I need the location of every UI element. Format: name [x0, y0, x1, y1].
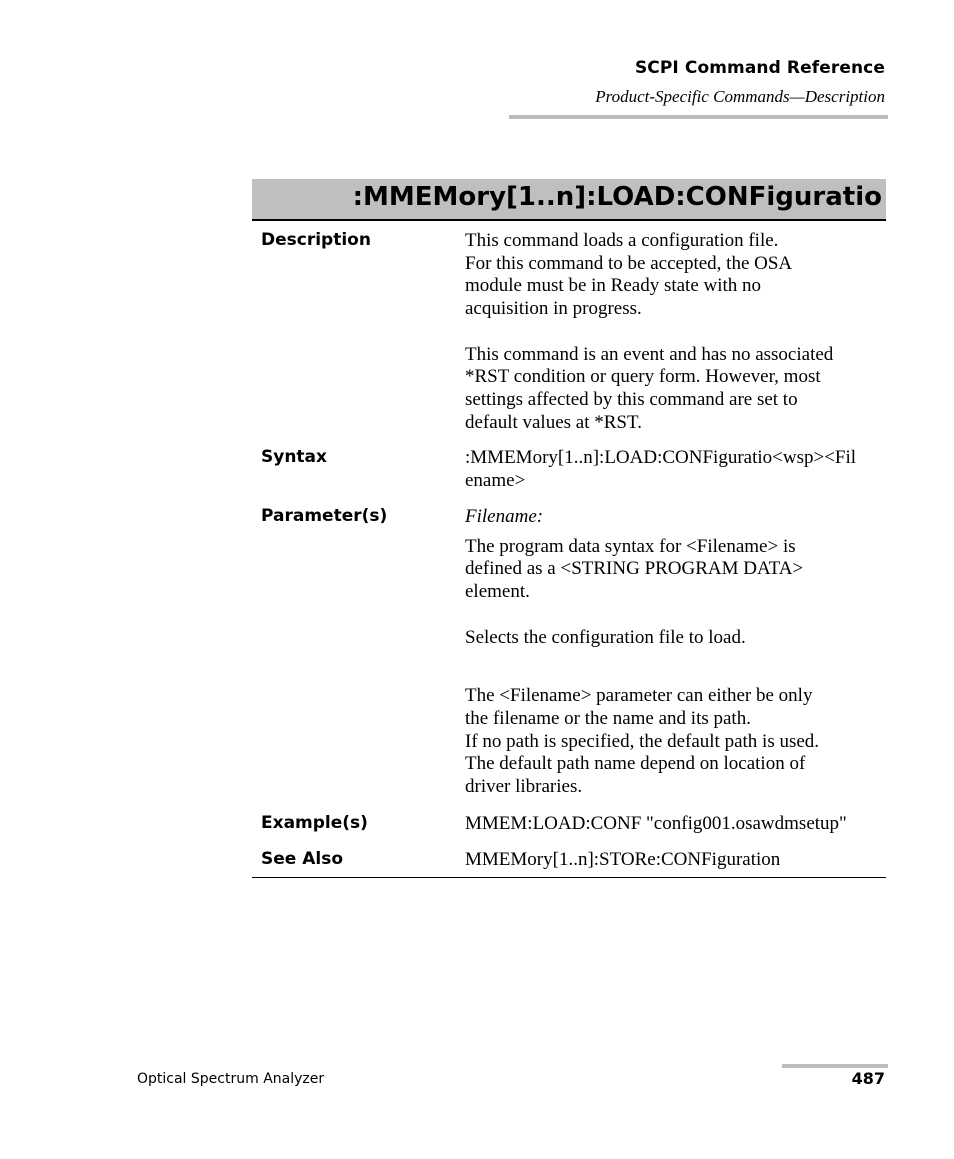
page-number: 487 — [851, 1069, 885, 1088]
syntax-label: Syntax — [261, 447, 327, 467]
parameter-line: element. — [465, 581, 530, 603]
command-title: :MMEMory[1..n]:LOAD:CONFiguratio — [352, 182, 882, 212]
description-text — [465, 230, 885, 434]
parameters-label: Parameter(s) — [261, 506, 388, 526]
parameter-line: Selects the configuration file to load. — [465, 626, 746, 648]
footer-divider — [782, 1064, 888, 1068]
description-label: Description — [261, 230, 371, 250]
header-subtitle: Product-Specific Commands—Description — [595, 87, 885, 106]
description-line: module must be in Ready state with no — [465, 275, 762, 297]
table-bottom-rule — [252, 877, 886, 878]
examples-text: MMEM:LOAD:CONF "config001.osawdmsetup" — [465, 813, 847, 834]
see-also-text: MMEMory[1..n]:STORe:CONFiguration — [465, 849, 781, 870]
parameters-text — [465, 506, 885, 799]
description-line: default values at *RST. — [465, 411, 642, 433]
examples-label: Example(s) — [261, 813, 368, 833]
parameter-line: The default path name depend on location of — [465, 753, 806, 775]
parameter-line: The <Filename> parameter can either be only — [465, 685, 813, 707]
parameter-line: the filename or the name and its path. — [465, 707, 751, 729]
description-line: *RST condition or query form. However, most — [465, 366, 821, 388]
parameter-line: The program data syntax for <Filename> is — [465, 535, 796, 557]
parameter-line: driver libraries. — [465, 776, 583, 798]
see-also-label: See Also — [261, 849, 344, 869]
header-divider — [509, 115, 888, 119]
description-line: This command loads a configuration file. — [465, 230, 779, 251]
description-line: settings affected by this command are set to — [465, 388, 798, 410]
syntax-line: :MMEMory[1..n]:LOAD:CONFiguratio<wsp><Fil — [465, 447, 857, 468]
syntax-text — [465, 447, 885, 492]
description-line: acquisition in progress. — [465, 298, 642, 320]
parameter-name: Filename: — [465, 506, 544, 527]
parameter-line: defined as a <STRING PROGRAM DATA> — [465, 558, 804, 580]
footer-product: Optical Spectrum Analyzer — [137, 1071, 325, 1087]
command-title-bar — [252, 179, 886, 221]
description-line: This command is an event and has no associated — [465, 343, 834, 365]
description-line: For this command to be accepted, the OSA — [465, 252, 793, 274]
syntax-line: ename> — [465, 469, 526, 491]
parameter-line: If no path is specified, the default path is used. — [465, 730, 820, 752]
header-title: SCPI Command Reference — [634, 58, 885, 78]
